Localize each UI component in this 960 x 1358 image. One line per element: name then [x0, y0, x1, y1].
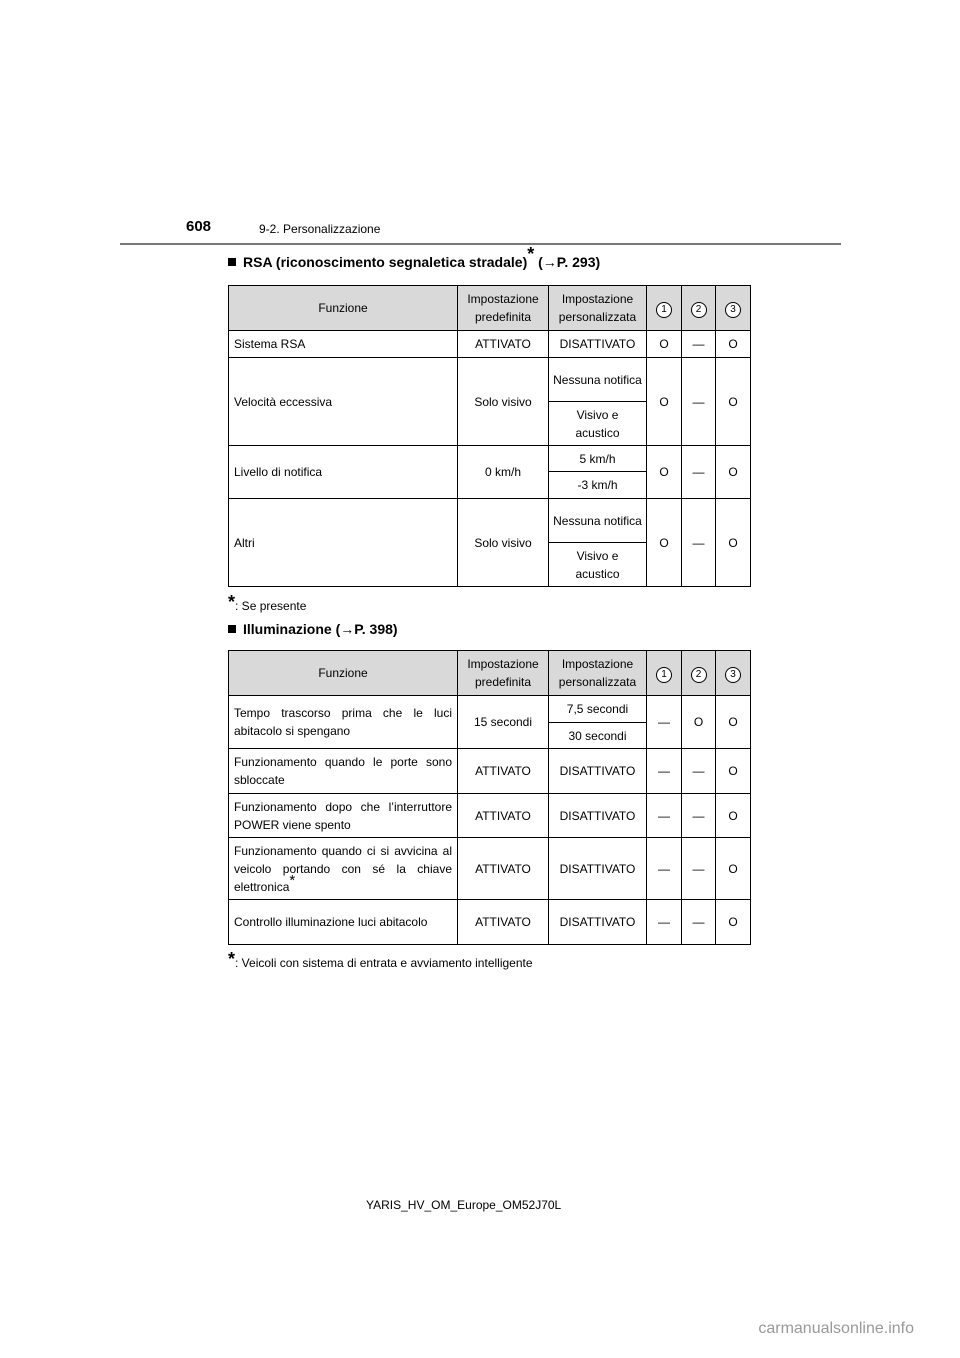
cell-predefinita: ATTIVATO — [458, 331, 549, 358]
section-header: 9-2. Personalizzazione — [259, 222, 381, 236]
cell-c2: — — [682, 358, 716, 446]
cell-c1: O — [647, 446, 682, 499]
cell-predefinita: ATTIVATO — [458, 838, 549, 900]
col-header-1 — [647, 286, 682, 331]
cell-predefinita: 0 km/h — [458, 446, 549, 499]
cell-c3: O — [716, 358, 751, 446]
cell-c1: — — [647, 900, 682, 945]
asterisk-mark: * — [289, 871, 296, 889]
cell-personalizzata: DISATTIVATO — [549, 331, 647, 358]
square-bullet-icon — [228, 625, 236, 633]
cell-c3: O — [716, 696, 751, 749]
cell-personalizzata: Nessuna notifica — [549, 358, 647, 402]
cell-predefinita: ATTIVATO — [458, 749, 549, 794]
table-row — [229, 499, 751, 543]
cell-c1: O — [647, 499, 682, 587]
cell-predefinita: 15 secondi — [458, 696, 549, 749]
col-header-predefinita: Impostazione predefinita — [458, 286, 549, 331]
cell-personalizzata: DISATTIVATO — [549, 838, 647, 900]
col-header-predefinita: Impostazione predefinita — [458, 651, 549, 696]
cell-predefinita: Solo visivo — [458, 499, 549, 587]
rsa-footnote-text: : Se presente — [235, 599, 307, 613]
cell-personalizzata: Nessuna notifica — [549, 499, 647, 543]
rsa-footnote — [228, 594, 306, 615]
cell-c3: O — [716, 794, 751, 838]
cell-c1: — — [647, 749, 682, 794]
table-header-row — [229, 286, 751, 331]
cell-c1: O — [647, 331, 682, 358]
cell-c1: O — [647, 358, 682, 446]
cell-c2: — — [682, 749, 716, 794]
cell-funzione: Livello di notifica — [229, 446, 458, 499]
table-row — [229, 331, 751, 358]
illuminazione-section-title — [228, 621, 398, 637]
cell-personalizzata: Visivo e acustico — [549, 543, 647, 587]
asterisk-mark: * — [228, 592, 236, 612]
table-row — [229, 749, 751, 794]
table-row — [229, 358, 751, 402]
table-row — [229, 696, 751, 723]
col-header-1 — [647, 651, 682, 696]
circled-number-2-icon: 2 — [691, 302, 707, 318]
cell-predefinita: Solo visivo — [458, 358, 549, 446]
watermark: carmanualsonline.info — [758, 1320, 914, 1337]
document-code: YARIS_HV_OM_Europe_OM52J70L — [366, 1198, 562, 1212]
illuminazione-footnote-text: : Veicoli con sistema di entrata e avviamento intelligente — [235, 956, 533, 970]
cell-predefinita: ATTIVATO — [458, 900, 549, 945]
cell-funzione: Sistema RSA — [229, 331, 458, 358]
table-header-row — [229, 651, 751, 696]
cell-personalizzata: Visivo e acustico — [549, 402, 647, 446]
cell-c2: — — [682, 794, 716, 838]
cell-c2: — — [682, 900, 716, 945]
cell-funzione: Tempo trascorso prima che le luci abitacolo si spengano — [229, 696, 458, 749]
cell-funzione: Funzionamento dopo che l’interruttore POWER viene spento — [229, 794, 458, 838]
table-row — [229, 446, 751, 472]
cell-funzione — [229, 838, 458, 900]
cell-c2: — — [682, 838, 716, 900]
asterisk-mark: * — [527, 244, 535, 265]
illuminazione-footnote — [228, 951, 533, 972]
col-header-personalizzata: Impostazione personalizzata — [549, 286, 647, 331]
circled-number-2-icon: 2 — [691, 667, 707, 683]
rsa-table — [228, 285, 751, 587]
circled-number-1-icon: 1 — [656, 302, 672, 318]
col-header-funzione: Funzione — [229, 651, 458, 696]
cell-c1: — — [647, 696, 682, 749]
cell-c2: — — [682, 446, 716, 499]
cell-funzione: Controllo illuminazione luci abitacolo — [229, 900, 458, 945]
square-bullet-icon — [228, 258, 236, 266]
cell-c3: O — [716, 749, 751, 794]
cell-personalizzata: DISATTIVATO — [549, 900, 647, 945]
col-header-personalizzata: Impostazione personalizzata — [549, 651, 647, 696]
illuminazione-table — [228, 650, 751, 945]
table-row — [229, 838, 751, 900]
circled-number-1-icon: 1 — [656, 667, 672, 683]
cell-c3: O — [716, 446, 751, 499]
cell-funzione: Funzionamento quando le porte sono sbloccate — [229, 749, 458, 794]
page-number: 608 — [186, 218, 212, 235]
cell-c3: O — [716, 499, 751, 587]
cell-c3: O — [716, 838, 751, 900]
cell-c2: O — [682, 696, 716, 749]
col-header-3 — [716, 286, 751, 331]
illuminazione-title-text: Illuminazione — [243, 621, 332, 637]
cell-personalizzata: DISATTIVATO — [549, 794, 647, 838]
table-row — [229, 794, 751, 838]
rsa-title-ref: (→P. 293) — [538, 254, 601, 270]
cell-personalizzata: 7,5 secondi — [549, 696, 647, 723]
cell-personalizzata: 30 secondi — [549, 723, 647, 749]
cell-funzione: Altri — [229, 499, 458, 587]
illuminazione-title-ref: (→P. 398) — [335, 621, 398, 637]
cell-funzione-text: Funzionamento quando ci si avvicina al veicolo portando con sé la chiave elettronica — [234, 843, 452, 894]
col-header-2 — [682, 286, 716, 331]
circled-number-3-icon: 3 — [725, 667, 741, 683]
cell-c3: O — [716, 900, 751, 945]
cell-personalizzata: 5 km/h — [549, 446, 647, 472]
cell-c1: — — [647, 794, 682, 838]
cell-c1: — — [647, 838, 682, 900]
col-header-2 — [682, 651, 716, 696]
cell-personalizzata: DISATTIVATO — [549, 749, 647, 794]
cell-predefinita: ATTIVATO — [458, 794, 549, 838]
rsa-title-text: RSA (riconoscimento segnaletica stradale) — [243, 254, 528, 270]
cell-c2: — — [682, 331, 716, 358]
asterisk-mark: * — [228, 949, 236, 969]
header-rule — [120, 243, 841, 245]
cell-personalizzata: -3 km/h — [549, 472, 647, 499]
circled-number-3-icon: 3 — [725, 302, 741, 318]
col-header-funzione: Funzione — [229, 286, 458, 331]
table-row — [229, 900, 751, 945]
col-header-3 — [716, 651, 751, 696]
cell-c2: — — [682, 499, 716, 587]
cell-c3: O — [716, 331, 751, 358]
cell-funzione: Velocità eccessiva — [229, 358, 458, 446]
rsa-section-title — [228, 244, 601, 270]
